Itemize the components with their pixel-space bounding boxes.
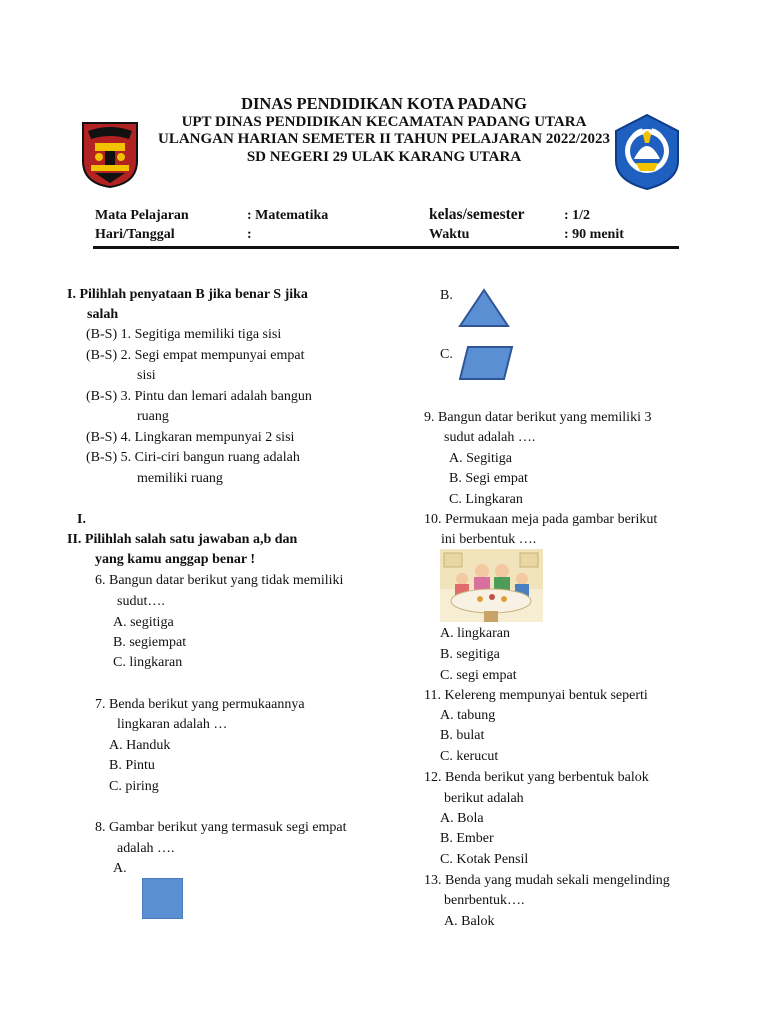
bs-item-1: (B-S) 1. Segitiga memiliki tiga sisi xyxy=(86,327,282,342)
q7-option-c: C. piring xyxy=(109,779,159,794)
question-10-cont: ini berbentuk …. xyxy=(441,532,537,547)
waktu-label: Waktu xyxy=(429,227,470,242)
header-school-name: SD NEGERI 29 ULAK KARANG UTARA xyxy=(246,149,522,165)
bs-item-3-cont: ruang xyxy=(137,409,169,424)
q11-option-c: C. kerucut xyxy=(440,749,499,764)
header-subtitle-exam: ULANGAN HARIAN SEMETER II TAHUN PELAJARAN 2022/2023 xyxy=(158,131,610,147)
q6-option-b: B. segiempat xyxy=(113,635,187,650)
kelas-value: : 1/2 xyxy=(564,208,591,223)
bs-item-3: (B-S) 3. Pintu dan lemari adalah bangun xyxy=(86,389,312,404)
bs-item-5: (B-S) 5. Ciri-ciri bangun ruang adalah xyxy=(86,450,300,465)
question-7-cont: lingkaran adalah … xyxy=(117,717,228,732)
question-6-cont: sudut…. xyxy=(117,594,165,609)
header-divider xyxy=(93,246,679,249)
mapel-value: : Matematika xyxy=(247,208,329,223)
section-roman-i: I. xyxy=(77,512,86,527)
q12-option-c: C. Kotak Pensil xyxy=(440,852,529,867)
section1-title: I. Pilihlah penyataan B jika benar S jika xyxy=(67,287,308,302)
square-shape-icon xyxy=(142,878,183,919)
q7-option-a: A. Handuk xyxy=(109,738,171,753)
q6-option-a: A. segitiga xyxy=(113,615,174,630)
question-8: 8. Gambar berikut yang termasuk segi empat xyxy=(95,820,347,835)
bs-item-4: (B-S) 4. Lingkaran mempunyai 2 sisi xyxy=(86,430,295,445)
q11-option-b: B. bulat xyxy=(440,728,485,743)
question-13-cont: benrbentuk…. xyxy=(444,893,525,908)
q11-option-a: A. tabung xyxy=(440,708,496,723)
bs-item-2: (B-S) 2. Segi empat mempunyai empat xyxy=(86,348,305,363)
mapel-label: Mata Pelajaran xyxy=(95,208,189,223)
q12-option-b: B. Ember xyxy=(440,831,494,846)
q8-option-a-label: A. xyxy=(113,861,127,876)
q9-option-b: B. Segi empat xyxy=(449,471,528,486)
question-12: 12. Benda berikut yang berbentuk balok xyxy=(424,770,649,785)
q9-option-c: C. Lingkaran xyxy=(449,492,523,507)
q10-option-a: A. lingkaran xyxy=(440,626,510,641)
question-12-cont: berikut adalah xyxy=(444,791,524,806)
header-subtitle-upt: UPT DINAS PENDIDIKAN KECAMATAN PADANG UTARA xyxy=(181,114,587,130)
q8-option-b-label: B. xyxy=(440,288,453,303)
q13-option-a: A. Balok xyxy=(444,914,495,929)
family-dinner-table-illustration-icon xyxy=(440,549,543,622)
parallelogram-shape-icon xyxy=(458,345,514,381)
question-9: 9. Bangun datar berikut yang memiliki 3 xyxy=(424,410,652,425)
section2-title: II. Pilihlah salah satu jawaban a,b dan xyxy=(67,532,298,547)
question-11: 11. Kelereng mempunyai bentuk seperti xyxy=(424,688,648,703)
q7-option-b: B. Pintu xyxy=(109,758,155,773)
triangle-shape-icon xyxy=(458,288,510,328)
question-10: 10. Permukaan meja pada gambar berikut xyxy=(424,512,658,527)
q8-option-c-label: C. xyxy=(440,347,453,362)
question-9-cont: sudut adalah …. xyxy=(444,430,536,445)
q9-option-a: A. Segitiga xyxy=(449,451,512,466)
q12-option-a: A. Bola xyxy=(440,811,484,826)
question-13: 13. Benda yang mudah sekali mengelinding xyxy=(424,873,670,888)
hari-value: : xyxy=(247,227,252,242)
q10-option-c: C. segi empat xyxy=(440,668,517,683)
bs-item-2-cont: sisi xyxy=(137,368,156,383)
section1-title-cont: salah xyxy=(87,307,119,322)
q10-option-b: B. segitiga xyxy=(440,647,500,662)
q6-option-c: C. lingkaran xyxy=(113,655,183,670)
hari-label: Hari/Tanggal xyxy=(95,227,175,242)
bs-item-5-cont: memiliki ruang xyxy=(137,471,223,486)
question-8-cont: adalah …. xyxy=(117,841,175,856)
question-7: 7. Benda berikut yang permukaannya xyxy=(95,697,305,712)
section2-title-cont: yang kamu anggap benar ! xyxy=(95,552,256,567)
kelas-label: kelas/semester xyxy=(429,206,525,223)
waktu-value: : 90 menit xyxy=(564,227,624,242)
question-6: 6. Bangun datar berikut yang tidak memiliki xyxy=(95,573,344,588)
header-title: DINAS PENDIDIKAN KOTA PADANG xyxy=(241,94,527,113)
